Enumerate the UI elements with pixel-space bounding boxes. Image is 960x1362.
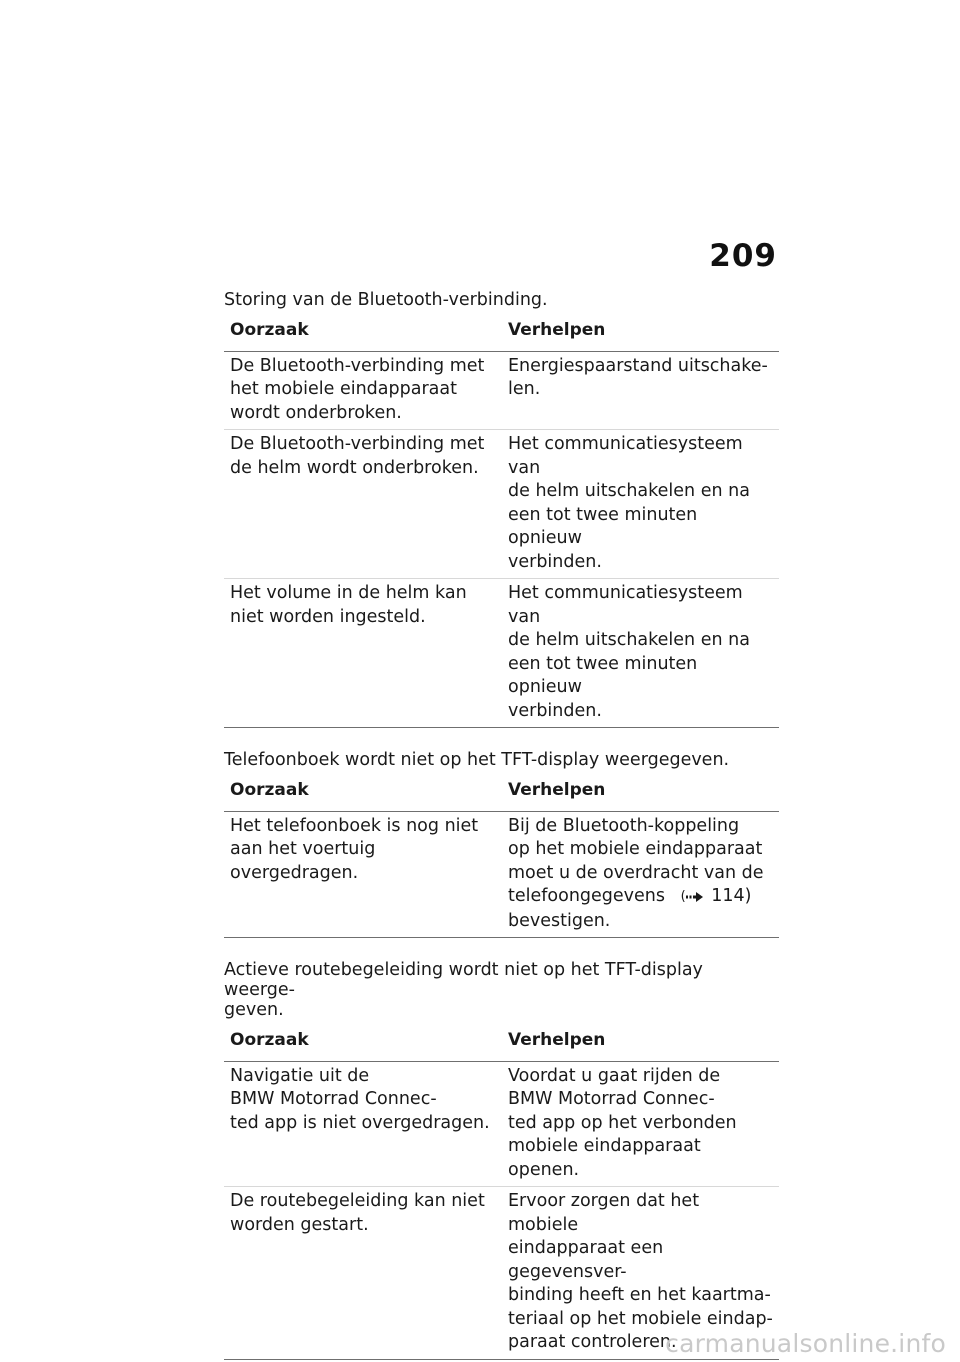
cause-cell	[224, 811, 502, 938]
page-content	[224, 290, 779, 1360]
table-row	[224, 579, 779, 728]
text-line: bevestigen.	[508, 910, 611, 931]
page-reference-line	[508, 885, 773, 910]
section-title-route-guidance	[224, 960, 779, 1020]
text-line: paraat controleren.	[508, 1332, 677, 1352]
text-line: niet worden ingesteld.	[230, 606, 426, 627]
text-line: De Bluetooth-verbinding met	[230, 355, 485, 376]
text-line: Het communicatiesysteem van	[508, 583, 743, 627]
text-line: Navigatie uit de	[230, 1065, 370, 1086]
text-line: aan het voertuig overgedragen.	[230, 839, 376, 883]
cause-cell	[224, 1187, 502, 1360]
column-header-cause: Oorzaak	[224, 778, 502, 811]
text-line: len.	[508, 379, 541, 399]
remedy-cell	[502, 579, 779, 728]
text-line: binding heeft en het kaartma-	[508, 1285, 771, 1305]
text-line: verbinden.	[508, 700, 602, 721]
text-line: ted app op het verbonden	[508, 1112, 737, 1133]
text-line: eindapparaat een gegevensver-	[508, 1238, 664, 1282]
cause-cell	[224, 579, 502, 728]
column-header-remedy: Verhelpen	[502, 1028, 779, 1061]
text-line: Bij de Bluetooth-koppeling	[508, 815, 740, 836]
text-line: Voordat u gaat rijden de	[508, 1065, 721, 1086]
text-line: teriaal op het mobiele eindap-	[508, 1308, 773, 1329]
watermark: carmanualsonline.info	[665, 1329, 946, 1358]
table-header-row	[224, 778, 779, 811]
column-header-remedy: Verhelpen	[502, 778, 779, 811]
reference-text: telefoongegevens	[508, 886, 666, 906]
table-header-row	[224, 318, 779, 351]
text-line: worden gestart.	[230, 1214, 369, 1235]
text-line: ted app is niet overgedragen.	[230, 1112, 490, 1133]
column-header-cause: Oorzaak	[224, 318, 502, 351]
page-number: 209	[709, 238, 777, 274]
text-line: de helm wordt onderbroken.	[230, 457, 479, 478]
table-row	[224, 1061, 779, 1187]
text-line: BMW Motorrad Connec-	[508, 1089, 715, 1109]
text-line: moet u de overdracht van de	[508, 862, 764, 883]
text-line: een tot twee minuten opnieuw	[508, 653, 698, 697]
text-line: mobiele eindapparaat openen.	[508, 1136, 701, 1180]
column-header-cause: Oorzaak	[224, 1028, 502, 1061]
cause-cell	[224, 351, 502, 430]
cause-cell	[224, 1061, 502, 1187]
text-line: Het telefoonboek is nog niet	[230, 815, 479, 836]
text-line: De Bluetooth-verbinding met	[230, 434, 485, 454]
text-line: BMW Motorrad Connec-	[230, 1089, 437, 1109]
text-line: wordt onderbroken.	[230, 402, 402, 423]
title-line: geven.	[224, 1000, 284, 1020]
table-row	[224, 811, 779, 938]
arrow-reference-icon[interactable]: (	[681, 885, 704, 909]
fault-table-phonebook	[224, 778, 779, 938]
text-line: Ervoor zorgen dat het mobiele	[508, 1191, 700, 1235]
text-line: de helm uitschakelen en na	[508, 630, 750, 650]
text-line: een tot twee minuten opnieuw	[508, 504, 698, 548]
text-line: Het communicatiesysteem van	[508, 434, 743, 478]
reference-page-number[interactable]: 114)	[711, 886, 752, 906]
text-line: Het volume in de helm kan	[230, 583, 467, 603]
table-header-row	[224, 1028, 779, 1061]
remedy-cell	[502, 1061, 779, 1187]
remedy-cell	[502, 351, 779, 430]
text-line: De routebegeleiding kan niet	[230, 1191, 485, 1211]
remedy-cell	[502, 430, 779, 579]
text-line: verbinden.	[508, 551, 602, 572]
text-line: de helm uitschakelen en na	[508, 481, 750, 501]
table-row	[224, 351, 779, 430]
title-line: Actieve routebegeleiding wordt niet op het TFT-display weerge-	[224, 960, 703, 1000]
fault-table-route-guidance	[224, 1028, 779, 1360]
table-row	[224, 430, 779, 579]
text-line: op het mobiele eindapparaat	[508, 839, 763, 859]
remedy-cell	[502, 811, 779, 938]
fault-table-bluetooth	[224, 318, 779, 728]
cause-cell	[224, 430, 502, 579]
text-line: Energiespaarstand uitschake-	[508, 355, 768, 376]
section-title-phonebook: Telefoonboek wordt niet op het TFT-display weergegeven.	[224, 750, 730, 770]
column-header-remedy: Verhelpen	[502, 318, 779, 351]
section-title-bluetooth: Storing van de Bluetooth-verbinding.	[224, 290, 548, 310]
text-line: het mobiele eindapparaat	[230, 379, 457, 399]
